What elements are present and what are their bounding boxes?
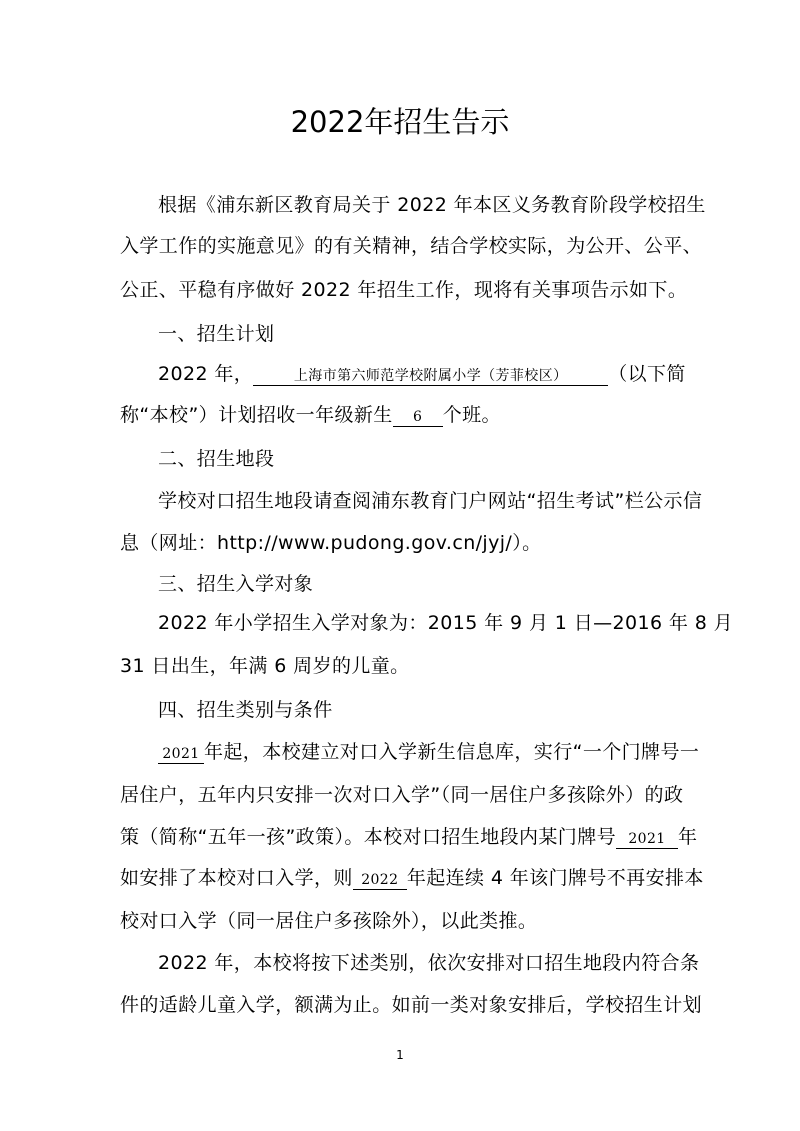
- text-line: 根据《浦东新区教育局关于 2022 年本区义务教育阶段学校招生: [158, 194, 706, 216]
- text: 年起，本校建立对口入学新生信息库，实行“一个门牌号一: [204, 741, 700, 763]
- page-number: 1: [396, 1048, 404, 1062]
- year-field: 2022: [353, 871, 407, 890]
- section-heading: 二、招生地段: [158, 448, 275, 470]
- text-line: 学校对口招生地段请查阅浦东教育门户网站“招生考试”栏公示信: [158, 490, 703, 512]
- year-field: 2021: [158, 745, 204, 764]
- text-line: [120, 866, 704, 890]
- document-title: 2022年招生告示: [290, 105, 510, 139]
- text-line: 2022 年小学招生入学对象为：2015 年 9 月 1 日—2016 年 8 月: [158, 612, 734, 634]
- text-line: 2022 年，本校将按下述类别，依次安排对口招生地段内符合条: [158, 952, 700, 974]
- section-heading: 三、招生入学对象: [158, 573, 314, 595]
- text-line: [158, 740, 738, 764]
- text-line: 居住户，五年内只安排一次对口入学”（同一居住户多孩除外）的政: [120, 784, 684, 806]
- text-line: [158, 362, 738, 386]
- text: 年起连续 4 年该门牌号不再安排本: [406, 867, 704, 889]
- text: 如安排了本校对口入学，则: [120, 867, 353, 889]
- text-line: 件的适龄儿童入学，额满为止。如前一类对象安排后，学校招生计划: [120, 994, 703, 1016]
- text-line: 31 日出生，年满 6 周岁的儿童。: [120, 655, 410, 677]
- year-field: 2021: [616, 830, 678, 849]
- text-line: 校对口入学（同一居住户多孩除外），以此类推。: [120, 910, 538, 932]
- text-line: [120, 403, 700, 427]
- text-line: 息（网址：http://www.pudong.gov.cn/jyj/）。: [120, 532, 542, 554]
- text: （以下简: [608, 363, 686, 385]
- text: 策（简称“五年一孩”政策）。本校对口招生地段内某门牌号: [120, 826, 616, 848]
- text: 年: [678, 826, 698, 848]
- section-heading: 四、招生类别与条件: [158, 699, 333, 721]
- text: 称“本校”）计划招收一年级新生: [120, 404, 393, 426]
- text-line: 入学工作的实施意见》的有关精神，结合学校实际，为公开、公平、: [120, 235, 703, 257]
- class-count-field: 6: [393, 408, 443, 427]
- section-heading: 一、招生计划: [158, 323, 275, 345]
- text-line: 公正、平稳有序做好 2022 年招生工作，现将有关事项告示如下。: [120, 279, 688, 301]
- school-name-field: 上海市第六师范学校附属小学（芳菲校区）: [253, 367, 608, 386]
- text: 2022 年，: [158, 363, 254, 385]
- text-line: [120, 825, 700, 849]
- text: 个班。: [442, 404, 501, 426]
